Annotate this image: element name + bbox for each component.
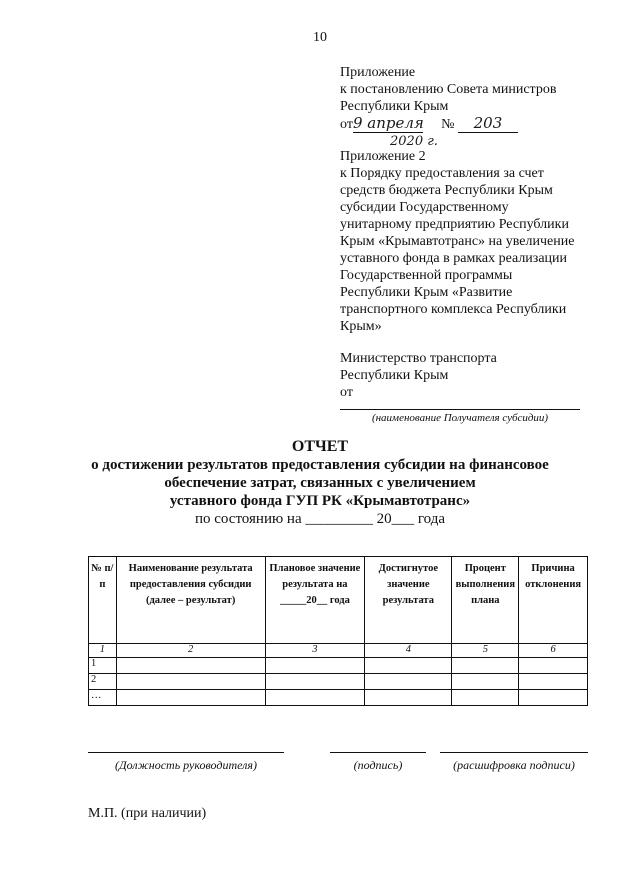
app2-line-8: Республики Крым «Развитие	[340, 285, 513, 300]
ministry-from: от	[340, 385, 353, 400]
row-number: 1	[89, 658, 117, 674]
column-number: 4	[365, 644, 452, 658]
report-table	[88, 556, 588, 706]
app2-line-7: Государственной программы	[340, 268, 513, 283]
app2-line-0: Приложение 2	[340, 149, 426, 164]
number-label: №	[441, 117, 455, 132]
handwritten-number: 203	[458, 115, 518, 133]
column-number: 5	[452, 644, 519, 658]
stamp-place: М.П. (при наличии)	[88, 806, 207, 821]
row-number: 2	[89, 674, 117, 690]
appendix-date-number	[340, 115, 600, 133]
column-number: 2	[116, 644, 265, 658]
table-row	[89, 658, 588, 674]
position-line	[88, 752, 284, 753]
ministry-line2: Республики Крым	[340, 368, 449, 383]
app2-line-6: уставного фонда в рамках реализации	[340, 251, 568, 266]
signature-line	[330, 752, 426, 753]
position-caption: (Должность руководителя)	[115, 758, 257, 772]
appendix-block	[340, 64, 600, 427]
table-row	[89, 690, 588, 706]
decoding-caption: (расшифровка подписи)	[453, 758, 575, 772]
col-header-planned: Плановое значение результата на _____20__ года	[265, 557, 365, 644]
row-number: …	[89, 690, 117, 706]
col-header-reason: Причина отклонения	[519, 557, 588, 644]
page-number: 10	[313, 30, 327, 45]
report-heading: ОТЧЕТ	[291, 438, 349, 455]
app2-line-9: транспортного комплекса Республики	[340, 302, 567, 317]
col-header-achieved: Достигнутое значение результата	[365, 557, 452, 644]
appendix-line2: к постановлению Совета министров	[340, 82, 557, 97]
col-header-num: № п/п	[89, 557, 117, 644]
table-row	[89, 674, 588, 690]
report-title-line2: обеспечение затрат, связанных с увеличением	[164, 475, 476, 491]
ministry-line1: Министерство транспорта	[340, 351, 497, 366]
app2-line-4: унитарному предприятию Республики	[340, 217, 569, 232]
appendix-line1: Приложение	[340, 65, 416, 80]
column-number: 1	[89, 644, 117, 658]
year-row	[340, 133, 600, 148]
appendix-line3: Республики Крым	[340, 99, 449, 114]
report-title-line3: уставного фонда ГУП РК «Крымавтотранс»	[169, 493, 471, 509]
col-header-name: Наименование результата предоставления субсидии (далее – результат)	[116, 557, 265, 644]
decoding-line	[440, 752, 588, 753]
app2-line-2: средств бюджета Республики Крым	[340, 183, 553, 198]
column-number-row	[89, 644, 588, 658]
signature-caption: (подпись)	[353, 758, 403, 772]
handwritten-year: 2020 г.	[390, 134, 438, 149]
app2-line-3: субсидии Государственному	[340, 200, 509, 215]
column-number: 3	[265, 644, 365, 658]
col-header-percent: Процент выполнения плана	[452, 557, 519, 644]
app2-line-5: Крым «Крымавтотранс» на увеличение	[340, 234, 575, 249]
app2-line-10: Крым»	[340, 319, 382, 334]
report-title	[0, 438, 640, 528]
report-title-line1: о достижении результатов предоставления субсидии на финансовое	[91, 457, 549, 473]
from-label: от	[340, 117, 353, 132]
recipient-caption: (наименование Получателя субсидии)	[371, 412, 549, 424]
app2-line-1: к Порядку предоставления за счет	[340, 166, 544, 181]
report-title-line4: по состоянию на _________ 20___ года	[194, 511, 446, 527]
table-header-row	[89, 557, 588, 644]
handwritten-date: 9 апреля	[352, 114, 424, 132]
column-number: 6	[519, 644, 588, 658]
